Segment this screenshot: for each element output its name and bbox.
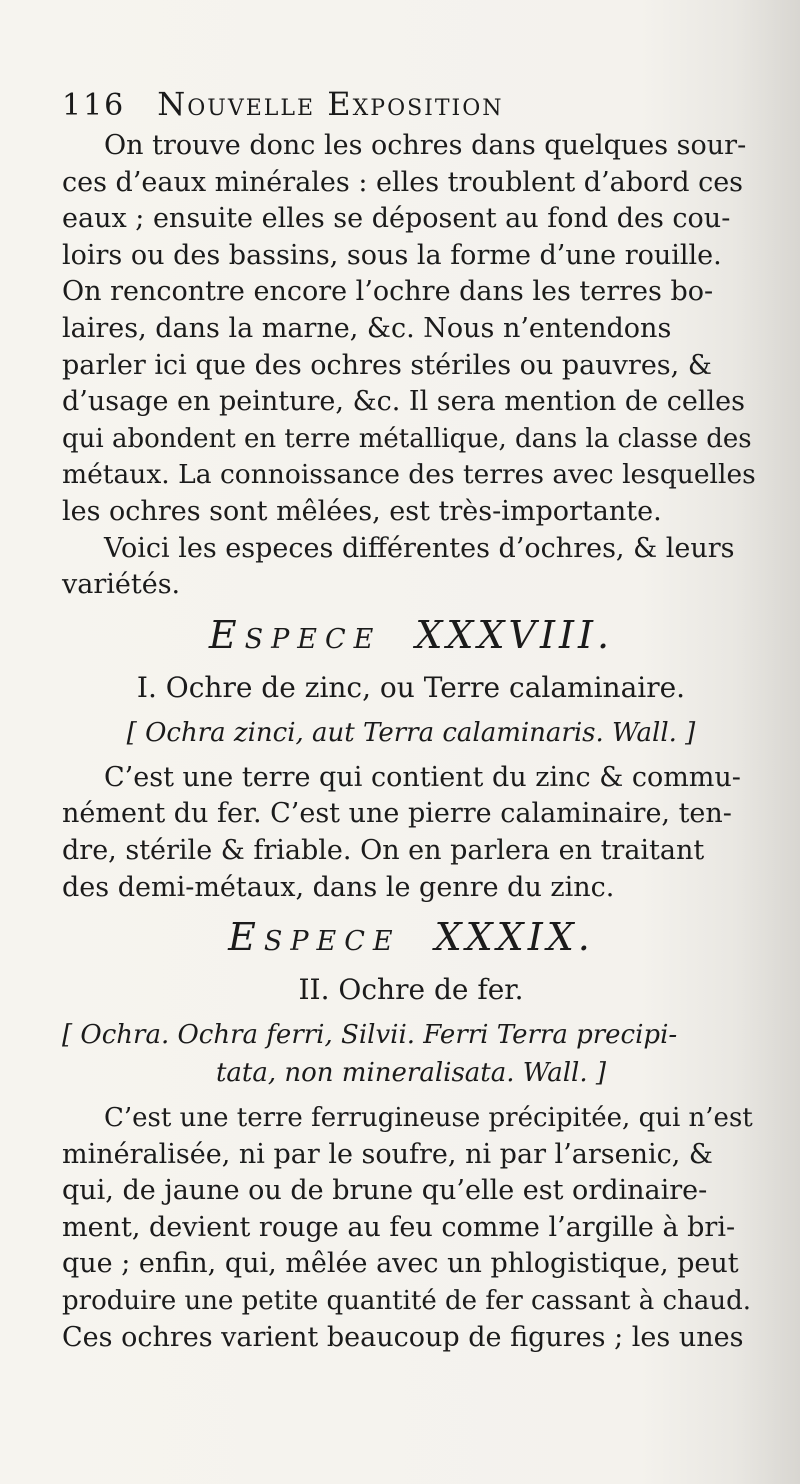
section-heading [62, 912, 760, 962]
text-line: d’usage en peinture, &c. Il sera mention de celles [62, 386, 745, 418]
espece-word: Espece [228, 915, 401, 960]
section-heading [62, 610, 760, 660]
text-line: qui, de jaune ou de brune qu’elle est ordinaire- [62, 1175, 708, 1207]
latin-synonym-line: tata, non mineralisata. Wall. ] [215, 1058, 607, 1089]
text-line: métaux. La connoissance des terres avec lesquelles [62, 459, 756, 491]
text-line: On rencontre encore l’ochre dans les terres bo- [62, 276, 714, 308]
text-line: dre, stérile & friable. On en parlera en traitant [62, 834, 705, 866]
text-line: variétés. [62, 569, 181, 601]
text-line: les ochres sont mêlées, est très-importante. [62, 495, 662, 527]
text-line: des demi-métaux, dans le genre du zinc. [62, 871, 615, 903]
page-text [62, 84, 760, 1356]
ochre-title: I. Ochre de zinc, ou Terre calaminaire. [136, 670, 686, 704]
text-line: eaux ; ensuite elles se déposent au fond des cou- [62, 203, 731, 235]
espece-numeral: XXXIX. [434, 915, 594, 960]
text-line: minéralisée, ni par le soufre, ni par l’arsenic, & [62, 1138, 713, 1170]
paragraph-1 [62, 128, 760, 531]
text-line: qui abondent en terre métallique, dans la classe des [62, 423, 752, 454]
text-line: parler ici que des ochres stériles ou pauvres, & [62, 349, 712, 381]
text-line: nément du fer. C’est une pierre calaminaire, ten- [62, 798, 732, 830]
text-line: laires, dans la marne, &c. Nous n’entendons [62, 312, 672, 344]
text-line: C’est une terre qui contient du zinc & commu- [104, 761, 741, 793]
latin-synonym-line: [ Ochra. Ochra ferri, Silvii. Ferri Terra precipi- [62, 1020, 678, 1051]
page-header [62, 84, 760, 126]
espece-numeral: XXXVIII. [415, 612, 614, 657]
text-line: Ces ochres varient beaucoup de figures ; les unes [62, 1321, 744, 1353]
ochre-title: II. Ochre de fer. [298, 973, 524, 1007]
paragraph-3 [62, 760, 760, 906]
text-line: ment, devient rouge au feu comme l’argille à bri- [62, 1211, 736, 1243]
text-line: produire une petite quantité de fer cassant à chaud. [62, 1286, 751, 1317]
text-line: On trouve donc les ochres dans quelques sour- [104, 130, 747, 161]
paragraph-4 [62, 1100, 760, 1356]
espece-word: Espece [208, 612, 382, 657]
page-number: 116 [62, 88, 126, 123]
latin-synonym: [ Ochra zinci, aut Terra calaminaris. Wall. ] [126, 717, 696, 748]
running-title: Nouvelle Exposition [157, 85, 504, 123]
text-line: que ; enfin, qui, mêlée avec un phlogistique, peut [62, 1248, 739, 1280]
text-line: Voici les especes différentes d’ochres, & leurs [104, 532, 735, 564]
text-line: C’est une terre ferrugineuse précipitée, qui n’est [104, 1103, 753, 1134]
text-line: ces d’eaux minérales : elles troublent d’abord ces [62, 166, 744, 198]
text-line: loirs ou des bassins, sous la forme d’une rouille. [62, 239, 722, 271]
paragraph-2 [62, 531, 760, 604]
